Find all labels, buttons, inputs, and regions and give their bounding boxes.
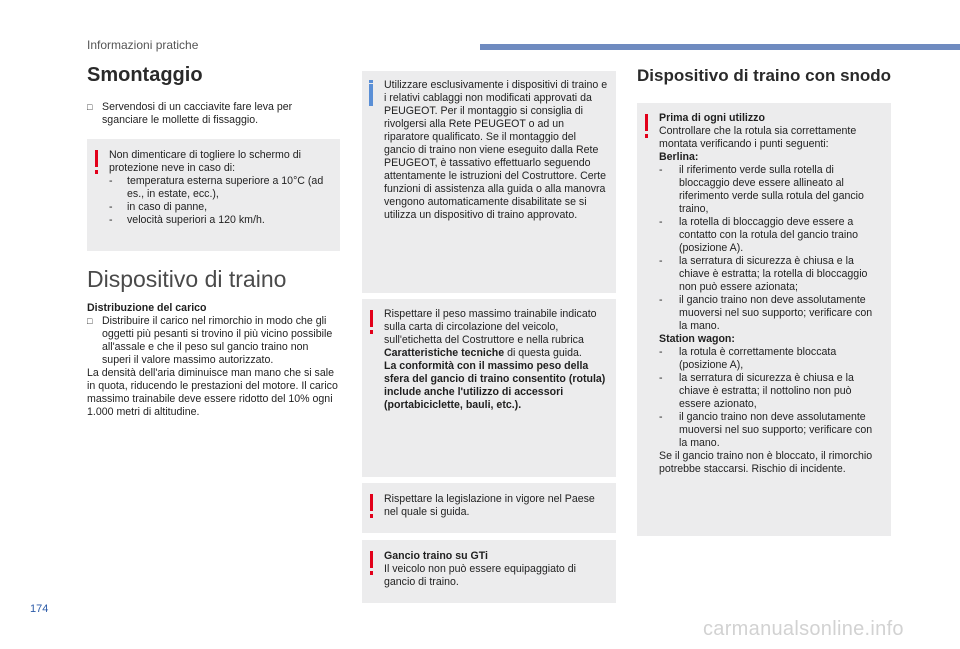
warning-item: - temperatura esterna superiore a 10°C (ad es., in estate, ecc.),	[109, 175, 324, 200]
berlina-item: - il gancio traino non deve assolutamente muoversi nel suo supporto; verificare con la mano.	[659, 294, 873, 332]
station-label: Station wagon:	[659, 333, 735, 345]
info-icon	[369, 80, 373, 106]
smontaggio-bullet-text: Servendosi di un cacciavite fare leva per sganciare le mollette di fissaggio.	[102, 101, 293, 126]
info-box	[362, 71, 616, 293]
gti-title: Gancio traino su GTi	[384, 550, 488, 562]
legislation-text: Rispettare la legislazione in vigore nel Paese nel quale si guida.	[384, 493, 595, 518]
weight-text: Rispettare il peso massimo trainabile indicato sulla carta di circolazione del veicolo, sull'etichetta del Costruttore e nella rubrica Caratteristiche tecniche di questa guida.	[384, 308, 597, 359]
warning-item: - velocità superiori a 120 km/h.	[109, 214, 265, 226]
weight-conformity: La conformità con il massimo peso della sfera del gancio di traino consentito (rotula) include anche l'utilizzo di accessori (portabiciclette, bauli, etc.).	[384, 360, 606, 411]
closing-text: Se il gancio traino non è bloccato, il rimorchio potrebbe staccarsi. Rischio di incidente.	[659, 450, 873, 475]
distribuzione-section	[87, 302, 339, 419]
weight-warning-box	[362, 299, 616, 477]
smontaggio-warning-box	[87, 139, 340, 251]
berlina-label: Berlina:	[659, 151, 699, 163]
berlina-item: - il riferimento verde sulla rotella di bloccaggio deve essere allineato al riferimento verde sulla rotula del gancio traino,	[659, 164, 864, 215]
smontaggio-bullet	[87, 101, 327, 127]
section-header: Informazioni pratiche	[87, 38, 199, 52]
warning-icon	[369, 494, 374, 518]
bullet-square-icon: □	[87, 102, 93, 112]
legislation-warning-box	[362, 483, 616, 533]
gti-warning-box	[362, 540, 616, 603]
page-number: 174	[30, 603, 49, 615]
snodo-warning-box	[637, 103, 891, 536]
warning-icon	[94, 150, 99, 174]
header-bar	[480, 44, 960, 50]
station-item: - la rotula è correttamente bloccata (posizione A),	[659, 346, 837, 371]
warning-icon	[369, 310, 374, 334]
gti-text: Il veicolo non può essere equipaggiato di gancio di traino.	[384, 563, 577, 588]
distribuzione-subtitle: Distribuzione del carico	[87, 302, 207, 314]
distribuzione-bullet: □ Distribuire il carico nel rimorchio in modo che gli oggetti più pesanti si trovino il più vicino possibile all'assale e che il peso sul gancio traino non superi il valore massimo autorizzato.	[87, 315, 333, 366]
altitude-paragraph: La densità dell'aria diminuisce man mano che si sale in quota, riducendo le prestazioni del motore. Il carico massimo trainabile deve essere ridotto del 10% ogni 1.000 metri di altitudine.	[87, 367, 338, 418]
berlina-item: - la rotella di bloccaggio deve essere a contatto con la rotula del gancio traino (posizione A).	[659, 216, 859, 254]
warning-intro: Non dimenticare di togliere lo schermo di protezione neve in caso di:	[109, 149, 301, 174]
check-intro: Controllare che la rotula sia correttamente montata verificando i punti seguenti:	[659, 125, 857, 150]
dispositivo-traino-title: Dispositivo di traino	[87, 266, 287, 292]
info-text: Utilizzare esclusivamente i dispositivi di traino e i relativi cablaggi non modificati approvati da PEUGEOT. Per il montaggio si consiglia di rivolgersi alla Rete PEUGEOT o ad un riparatore qualificato. Se il montaggio del gancio di traino non viene eseguito dalla Rete PEUGEOT, è tassativo effettuarlo seguendo attentamente le istruzioni del Costruttore. Certe funzioni di assistenza alla guida o alla manovra vengono automaticamente disabilitate se si utilizza un dispositivo di traino approvato.	[384, 79, 608, 221]
warning-icon	[644, 114, 649, 138]
smontaggio-title: Smontaggio	[87, 64, 203, 86]
snodo-title: Dispositivo di traino con snodo	[637, 66, 892, 85]
first-use-title: Prima di ogni utilizzo	[659, 112, 765, 124]
berlina-item: - la serratura di sicurezza è chiusa e la chiave è estratta; la rotella di bloccaggio non può essere azionata;	[659, 255, 868, 293]
warning-icon	[369, 551, 374, 575]
bullet-square-icon: □	[87, 316, 93, 326]
watermark: carmanualsonline.info	[703, 618, 904, 640]
station-item: - la serratura di sicurezza è chiusa e la chiave è estratta; il nottolino non può essere azionato,	[659, 372, 854, 410]
warning-item: - in caso di panne,	[109, 201, 208, 213]
station-item: - il gancio traino non deve assolutamente muoversi nel suo supporto; verificare con la mano.	[659, 411, 873, 449]
